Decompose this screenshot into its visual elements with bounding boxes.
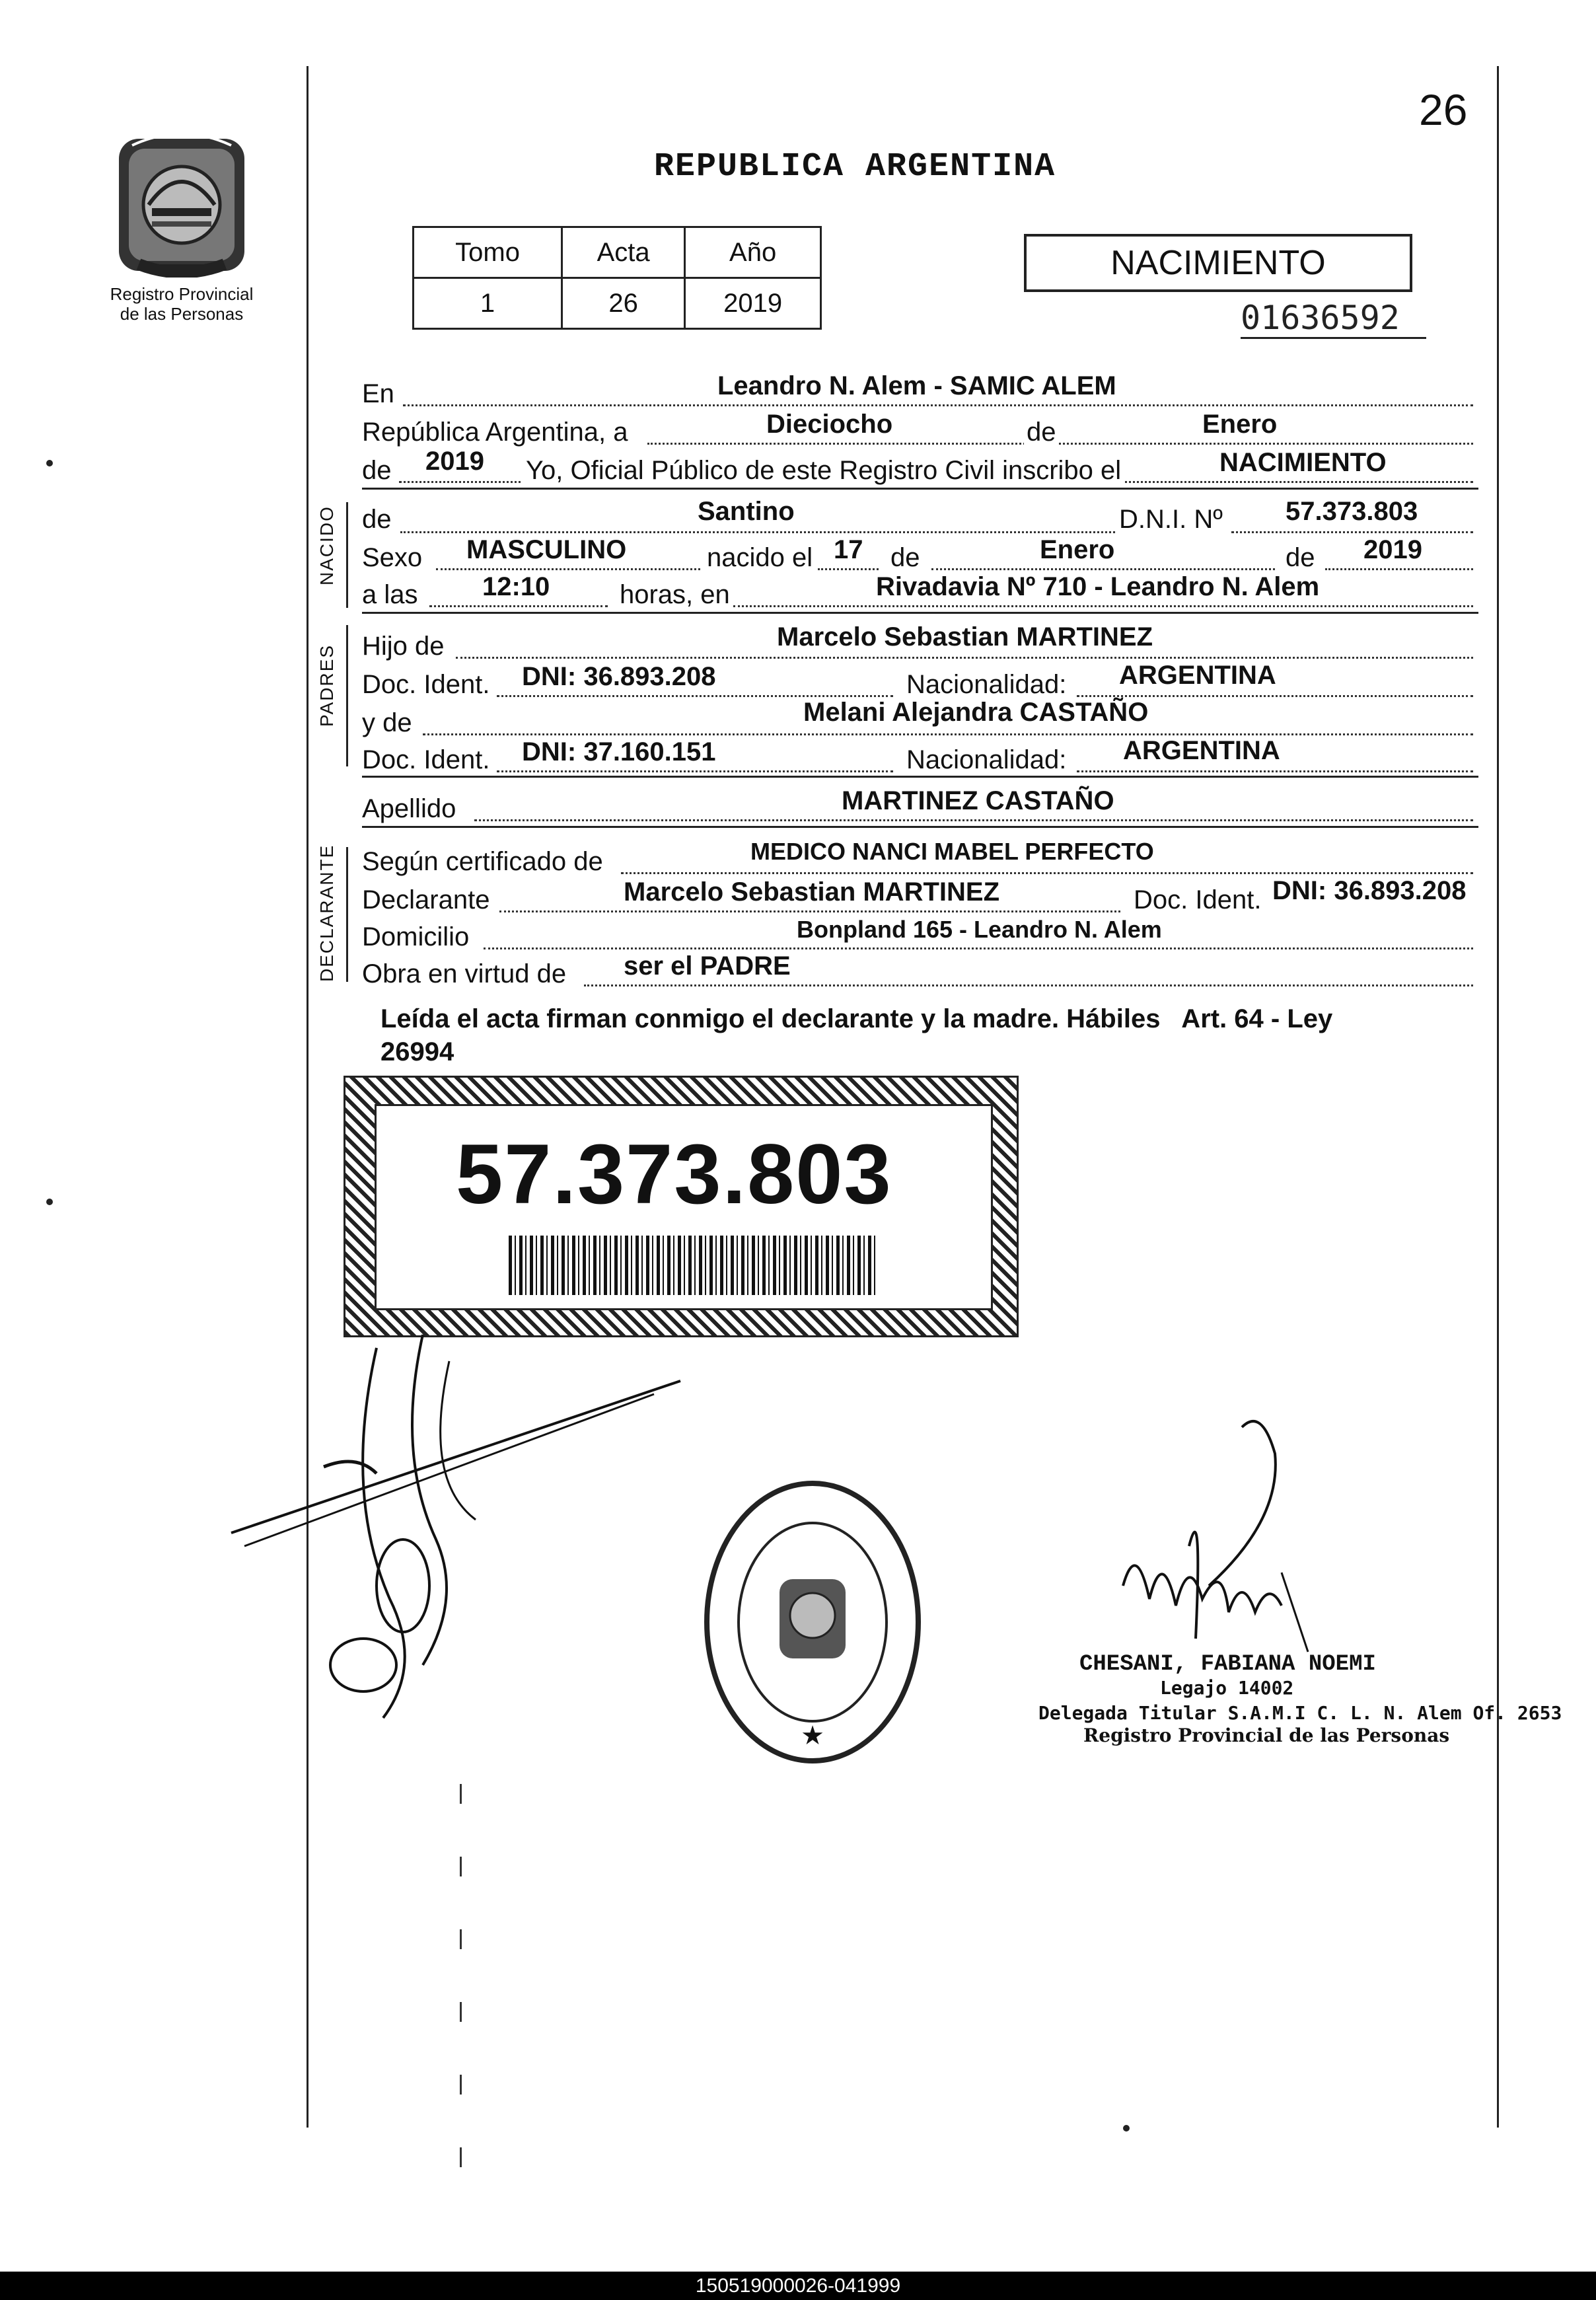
stamp-seal-icon	[700, 1473, 925, 1771]
page-number: 26	[1419, 85, 1468, 134]
value-tomo: 1	[414, 278, 562, 329]
padres-section-label: PADRES	[316, 644, 337, 727]
child-dni: 57.373.803	[1286, 497, 1418, 526]
nacido-de-label: de	[362, 505, 392, 534]
year-value: 2019	[425, 447, 484, 476]
de-label-1: de	[1024, 418, 1059, 447]
apellido-value: MARTINEZ CASTAÑO	[842, 786, 1114, 815]
father-nationality: ARGENTINA	[1119, 661, 1276, 690]
svg-text:★: ★	[801, 1721, 824, 1751]
certificado-value: MEDICO NANCI MABEL PERFECTO	[750, 838, 1154, 865]
official-office: Registro Provincial de las Personas	[1083, 1725, 1450, 1746]
en-label: En	[362, 379, 394, 408]
republica-label: República Argentina, a	[362, 418, 628, 447]
right-margin-line	[1497, 66, 1499, 2128]
logo-caption-line2: de las Personas	[120, 304, 244, 324]
dni-label: D.N.I. Nº	[1119, 505, 1223, 534]
declarante-section-label: DECLARANTE	[316, 844, 337, 982]
nacido-section-label: NACIDO	[316, 505, 337, 585]
registry-stamp	[700, 1473, 925, 1771]
mother-doc: DNI: 37.160.151	[522, 737, 716, 766]
child-name: Santino	[698, 497, 795, 526]
official-text: Yo, Oficial Público de este Registro Civil inscribo el	[522, 456, 1125, 486]
father-doc-label: Doc. Ident.	[362, 670, 490, 699]
birth-place: Rivadavia Nº 710 - Leandro N. Alem	[876, 572, 1320, 601]
declarante-doc-label: Doc. Ident.	[1134, 885, 1262, 914]
scan-speck	[1123, 2125, 1130, 2132]
y-de-label: y de	[362, 708, 412, 737]
place-value: Leandro N. Alem - SAMIC ALEM	[717, 371, 1116, 400]
registered-event: NACIMIENTO	[1219, 448, 1387, 477]
certificado-label: Según certificado de	[362, 847, 603, 876]
birth-year: 2019	[1363, 535, 1422, 564]
de-label-2: de	[362, 456, 392, 485]
footer-bar: 150519000026-041999	[0, 2272, 1596, 2300]
record-type-box: NACIMIENTO	[1024, 234, 1412, 292]
barcode-icon	[509, 1236, 879, 1295]
mother-nationality: ARGENTINA	[1123, 736, 1280, 765]
scan-speck	[46, 1199, 53, 1205]
domicilio-label: Domicilio	[362, 922, 470, 951]
value-acta: 26	[562, 278, 685, 329]
father-name: Marcelo Sebastian MARTINEZ	[777, 622, 1153, 651]
volume-table	[412, 226, 822, 330]
day-value: Dieciocho	[766, 410, 893, 439]
official-legajo: Legajo 14002	[1160, 1677, 1294, 1699]
birth-month: Enero	[1040, 535, 1115, 564]
official-name: CHESANI, FABIANA NOEMI	[1079, 1652, 1376, 1677]
header-acta: Acta	[562, 227, 685, 278]
nacido-de-label-2: de	[890, 543, 920, 572]
nacido-el-label: nacido el	[707, 543, 813, 572]
mother-nationality-label: Nacionalidad:	[906, 745, 1067, 774]
birth-day: 17	[834, 535, 863, 564]
sexo-value: MASCULINO	[466, 535, 627, 564]
closing-line-2: 26994	[381, 1037, 454, 1066]
obra-label: Obra en virtud de	[362, 959, 567, 988]
barcode-number: 57.373.803	[456, 1127, 892, 1222]
sexo-label: Sexo	[362, 543, 423, 572]
declarant-signature	[225, 1321, 700, 1771]
provincial-logo	[99, 126, 264, 324]
left-margin-line	[307, 66, 308, 2128]
misiones-seal-icon	[99, 126, 264, 278]
father-doc: DNI: 36.893.208	[522, 662, 716, 691]
dni-barcode-sticker	[344, 1076, 1019, 1337]
value-ano: 2019	[685, 278, 821, 329]
horas-label: horas, en	[620, 580, 730, 609]
declarante-name: Marcelo Sebastian MARTINEZ	[624, 877, 1000, 907]
birth-time: 12:10	[482, 572, 550, 601]
declarante-label: Declarante	[362, 885, 490, 914]
country-title: REPUBLICA ARGENTINA	[654, 148, 1056, 186]
apellido-label: Apellido	[362, 794, 456, 823]
month-value: Enero	[1202, 410, 1278, 439]
declarante-doc: DNI: 36.893.208	[1272, 876, 1467, 905]
obra-value: ser el PADRE	[624, 951, 791, 981]
nacido-de-label-3: de	[1286, 543, 1315, 572]
serial-number: 01636592	[1241, 299, 1426, 339]
official-title: Delegada Titular S.A.M.I C. L. N. Alem Of. 2653	[1038, 1702, 1562, 1724]
header-ano: Año	[685, 227, 821, 278]
hijo-de-label: Hijo de	[362, 632, 445, 661]
father-nationality-label: Nacionalidad:	[906, 670, 1067, 699]
scan-line	[460, 1784, 462, 2207]
header-tomo: Tomo	[414, 227, 562, 278]
official-signature	[1110, 1414, 1387, 1665]
logo-caption-line1: Registro Provincial	[110, 284, 254, 304]
domicilio-value: Bonpland 165 - Leandro N. Alem	[797, 916, 1162, 943]
closing-line-1: Leída el acta firman conmigo el declarante y la madre. Hábiles Art. 64 - Ley	[381, 1004, 1333, 1033]
mother-name: Melani Alejandra CASTAÑO	[803, 698, 1149, 727]
a-las-label: a las	[362, 580, 418, 609]
scan-speck	[46, 460, 53, 466]
mother-doc-label: Doc. Ident.	[362, 745, 490, 774]
